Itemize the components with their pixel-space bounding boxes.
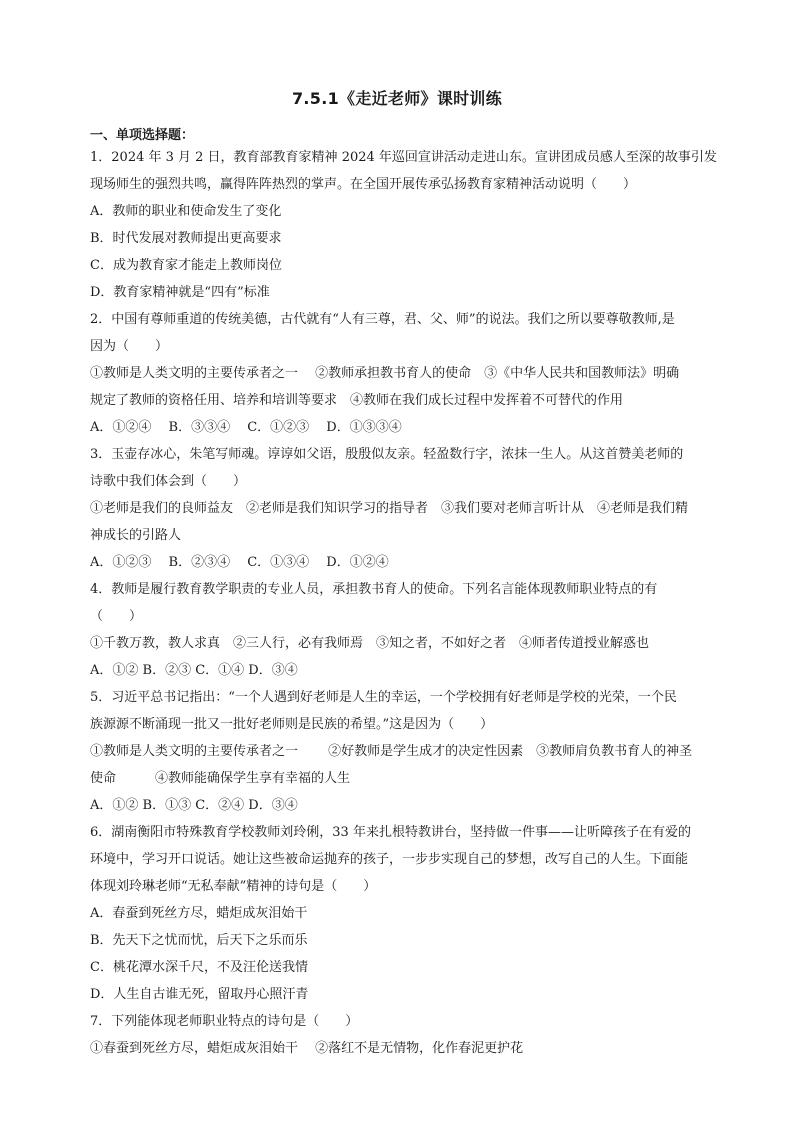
question-7-line-1: 7．下列能体现老师职业特点的诗句是（ ） [90,1014,359,1029]
question-4-statements: ①千教万教，教人求真 ②三人行，必有我师焉 ③知之者，不如好之者 ④师者传道授业解惑也 [90,636,650,651]
question-6-option-c: C．桃花潭水深千尺，不及汪伦送我情 [90,960,308,975]
question-2-statements-1: ①教师是人类文明的主要传承者之一 ②教师承担教书育人的使命 ③《中华人民共和国教师法》明确 [90,366,680,381]
question-2-options: A．①②④ B．③③④ C．①②③ D．①③③④ [90,420,402,435]
question-1-option-a: A．教师的职业和使命发生了变化 [90,204,282,219]
question-3-options: A．①②③ B．②③④ C．①③④ D．①②④ [90,555,389,570]
question-7-statements: ①春蚕到死丝方尽，蜡炬成灰泪始干 ②落红不是无情物，化作春泥更护花 [90,1041,524,1056]
question-4-line-2: （ ） [90,609,143,624]
question-4-line-1: 4．教师是履行教育教学职责的专业人员，承担教书育人的使命。下列名言能体现教师职业特点的有 [90,582,658,597]
question-5-line-2: 族源源不断涌现一批又一批好老师则是民族的希望。”这是因为（ ） [90,717,494,732]
question-6-option-a: A．春蚕到死丝方尽，蜡炬成灰泪始干 [90,906,308,921]
question-2-line-1: 2．中国有尊师重道的传统美德，古代就有“人有三尊，君、父、师”的说法。我们之所以要尊敬教师,是 [90,312,675,327]
question-5-statements-2: 使命 ④教师能确保学生享有幸福的人生 [90,771,351,786]
question-2-line-2: 因为（ ） [90,339,169,354]
question-1-line-1: 1．2024 年 3 月 2 日，教育部教育家精神 2024 年巡回宣讲活动走进山东。宣讲团成员感人至深的故事引发 [90,150,717,165]
section-heading: 一、单项选择题： [90,128,195,143]
question-1-option-c: C．成为教育家才能走上教师岗位 [90,258,282,273]
question-5-statements-1: ①教师是人类文明的主要传承者之一 ②好教师是学生成才的决定性因素 ③教师肩负教书育人的神圣 [90,744,693,759]
question-3-line-1: 3．玉壶存冰心，朱笔写师魂。谆谆如父语，殷殷似友亲。轻盈数行字，浓抹一生人。从这首赞美老师的 [90,447,684,462]
question-5-options: A．①② B．①③ C．②④ D．③④ [90,798,298,813]
question-4-options: A．①② B．②③ C．①④ D．③④ [90,663,298,678]
question-2-statements-2: 规定了教师的资格任用、培养和培训等要求 ④教师在我们成长过程中发挥着不可替代的作用 [90,393,624,408]
question-3-statements-2: 神成长的引路人 [90,528,182,543]
question-6-line-1: 6．湖南衡阳市特殊教育学校教师刘玲俐，33 年来扎根特教讲台，坚持做一件事——让听障孩子在有爱的 [90,825,691,840]
question-3-statements-1: ①老师是我们的良师益友 ②老师是我们知识学习的指导者 ③我们要对老师言听计从 ④老师是我们精 [90,501,689,516]
question-6-option-d: D．人生自古谁无死，留取丹心照汗青 [90,987,309,1002]
question-5-line-1: 5．习近平总书记指出：“一个人遇到好老师是人生的幸运，一个学校拥有好老师是学校的光荣，一个民 [90,690,677,705]
question-6-line-2: 环境中，学习开口说话。她让这些被命运抛弃的孩子，一步步实现自己的梦想，改写自己的人生。下面能 [90,852,689,867]
question-6-option-b: B．先天下之忧而忧，后天下之乐而乐 [90,933,308,948]
question-1-option-b: B．时代发展对教师提出更高要求 [90,231,282,246]
question-1-option-d: D．教育家精神就是“四有”标准 [90,285,270,300]
question-6-line-3: 体现刘玲琳老师“无私奉献”精神的诗句是（ ） [90,879,377,894]
question-1-line-2: 现场师生的强烈共鸣，赢得阵阵热烈的掌声。在全国开展传承弘扬教育家精神活动说明（ ） [90,177,637,192]
question-3-line-2: 诗歌中我们体会到（ ） [90,474,247,489]
document-title: 7.5.1《走近老师》课时训练 [291,89,503,108]
